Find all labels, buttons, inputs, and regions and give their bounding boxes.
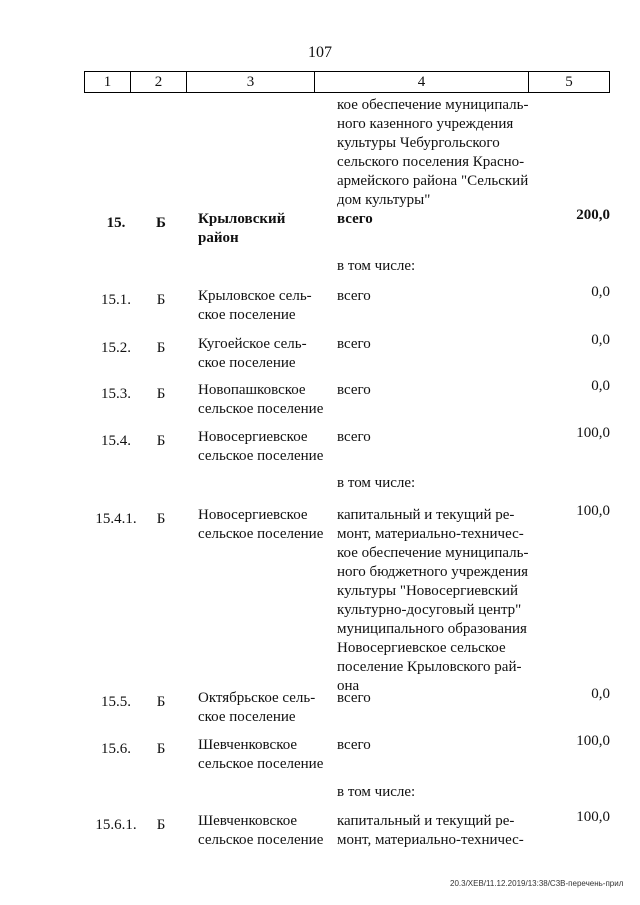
row-number-line: 15.6. xyxy=(101,741,131,757)
row-name-line: Новосергиевское xyxy=(198,507,308,523)
row-amount-line: 0,0 xyxy=(591,378,610,394)
continued-description-line: культуры Чебургольского xyxy=(337,135,500,151)
row-number xyxy=(90,291,142,310)
row-description-line: капитальный и текущий ре- xyxy=(337,507,515,523)
row-number-line: 15.3. xyxy=(101,386,131,402)
row-number-line: 15.4. xyxy=(101,433,131,449)
row-type xyxy=(148,740,174,759)
row-description-line: всего xyxy=(337,737,371,753)
row-description-line: она xyxy=(337,678,360,694)
row-description-line: поселение Крыловского рай- xyxy=(337,659,522,675)
row-number xyxy=(90,214,142,233)
including-note: в том числе: xyxy=(337,784,416,800)
continued-description xyxy=(337,96,531,210)
row-name-line: Крыловский xyxy=(198,211,286,227)
document-footer-code: 20.3/ХЕВ/11.12.2019/13:38/С3В-перечень-прил xyxy=(450,879,624,888)
row-type xyxy=(148,510,174,529)
row-description-line: всего xyxy=(337,429,371,445)
row-number xyxy=(90,816,142,835)
row-type xyxy=(148,339,174,358)
continued-description-line: кое обеспечение муниципаль- xyxy=(337,97,529,113)
row-amount-line: 0,0 xyxy=(591,686,610,702)
row-type xyxy=(148,385,174,404)
row-description-line: капитальный и текущий ре- xyxy=(337,813,515,829)
row-name-line: сельское поселение xyxy=(198,401,324,417)
row-name-line: ское поселение xyxy=(198,709,296,725)
row-amount xyxy=(540,331,610,350)
row-amount-line: 0,0 xyxy=(591,332,610,348)
row-description-line: всего xyxy=(337,382,371,398)
row-name-line: Шевченковское xyxy=(198,813,298,829)
row-name-line: Октябрьское сель- xyxy=(198,690,316,706)
row-amount xyxy=(540,283,610,302)
row-number xyxy=(90,432,142,451)
header-col-3: 3 xyxy=(187,72,315,92)
row-name-line: ское поселение xyxy=(198,355,296,371)
row-amount xyxy=(540,206,610,225)
row-description xyxy=(337,736,531,755)
row-amount xyxy=(540,424,610,443)
row-amount xyxy=(540,808,610,827)
row-name-line: Новосергиевское xyxy=(198,429,308,445)
row-description-line: Новосергиевское сельское xyxy=(337,640,506,656)
row-number-line: 15.4.1. xyxy=(95,511,137,527)
row-number-line: 15.5. xyxy=(101,694,131,710)
row-description xyxy=(337,689,531,708)
row-amount xyxy=(540,502,610,521)
row-amount xyxy=(540,377,610,396)
row-type-line: Б xyxy=(156,292,166,308)
row-amount-line: 100,0 xyxy=(576,733,610,749)
row-type-line: Б xyxy=(156,511,166,527)
row-type-line: Б xyxy=(156,433,166,449)
row-amount xyxy=(540,732,610,751)
row-name-line: Шевченковское xyxy=(198,737,298,753)
row-name-line: сельское поселение xyxy=(198,448,324,464)
row-name-line: Кугоейское сель- xyxy=(198,336,307,352)
table-header-row xyxy=(84,71,610,93)
row-number-line: 15. xyxy=(106,215,126,231)
continued-description-line: ного казенного учреждения xyxy=(337,116,514,132)
header-col-2: 2 xyxy=(131,72,187,92)
row-number xyxy=(90,693,142,712)
row-type xyxy=(148,291,174,310)
page-number: 107 xyxy=(308,44,332,61)
row-description xyxy=(337,381,531,400)
row-description xyxy=(337,210,531,229)
row-number-line: 15.2. xyxy=(101,340,131,356)
row-name-line: сельское поселение xyxy=(198,526,324,542)
row-name xyxy=(198,335,326,373)
row-description xyxy=(337,287,531,306)
row-name xyxy=(198,210,326,248)
row-description xyxy=(337,812,531,850)
row-type xyxy=(148,693,174,712)
row-description-line: культуры "Новосергиевский xyxy=(337,583,518,599)
row-description-line: всего xyxy=(337,211,373,227)
row-name xyxy=(198,689,326,727)
row-name-line: Новопашковское xyxy=(198,382,306,398)
row-name xyxy=(198,736,326,774)
row-type-line: Б xyxy=(156,215,166,231)
row-name-line: Крыловское сель- xyxy=(198,288,312,304)
row-amount-line: 200,0 xyxy=(576,207,610,223)
scan-artifact-line xyxy=(0,0,640,6)
row-name-line: сельское поселение xyxy=(198,756,324,772)
row-amount-line: 0,0 xyxy=(591,284,610,300)
including-note: в том числе: xyxy=(337,258,416,274)
row-type-line: Б xyxy=(156,386,166,402)
row-description xyxy=(337,506,531,696)
including-note: в том числе: xyxy=(337,475,416,491)
row-description-line: ного бюджетного учреждения xyxy=(337,564,529,580)
row-amount xyxy=(540,685,610,704)
header-col-4: 4 xyxy=(315,72,529,92)
row-type xyxy=(148,432,174,451)
row-name-line: район xyxy=(198,230,239,246)
row-number xyxy=(90,740,142,759)
row-name xyxy=(198,287,326,325)
row-number-line: 15.1. xyxy=(101,292,131,308)
row-number xyxy=(90,385,142,404)
row-number xyxy=(90,339,142,358)
row-description-line: всего xyxy=(337,288,371,304)
row-description-line: всего xyxy=(337,336,371,352)
header-col-5: 5 xyxy=(565,74,573,90)
row-amount-line: 100,0 xyxy=(576,425,610,441)
row-type-line: Б xyxy=(156,340,166,356)
row-name xyxy=(198,812,326,850)
row-type-line: Б xyxy=(156,694,166,710)
row-description xyxy=(337,428,531,447)
row-number xyxy=(90,510,142,529)
row-name xyxy=(198,506,326,544)
row-description-line: муниципального образования xyxy=(337,621,527,637)
continued-description-line: дом культуры" xyxy=(337,192,431,208)
continued-description-line: сельского поселения Красно- xyxy=(337,154,525,170)
continued-description-line: армейского района "Сельский xyxy=(337,173,529,189)
header-col-1: 1 xyxy=(85,72,131,92)
row-name-line: сельское поселение xyxy=(198,832,324,848)
row-name-line: ское поселение xyxy=(198,307,296,323)
row-number-line: 15.6.1. xyxy=(95,817,137,833)
row-type xyxy=(148,816,174,835)
row-description-line: всего xyxy=(337,690,371,706)
row-amount-line: 100,0 xyxy=(576,809,610,825)
row-description-line: кое обеспечение муниципаль- xyxy=(337,545,529,561)
row-description xyxy=(337,335,531,354)
row-type xyxy=(148,214,174,233)
row-description-line: монт, материально-техничес- xyxy=(337,526,524,542)
row-description-line: культурно-досуговый центр" xyxy=(337,602,522,618)
row-name xyxy=(198,428,326,466)
row-type-line: Б xyxy=(156,817,166,833)
row-description-line: монт, материально-техничес- xyxy=(337,832,524,848)
row-type-line: Б xyxy=(156,741,166,757)
row-amount-line: 100,0 xyxy=(576,503,610,519)
row-name xyxy=(198,381,326,419)
